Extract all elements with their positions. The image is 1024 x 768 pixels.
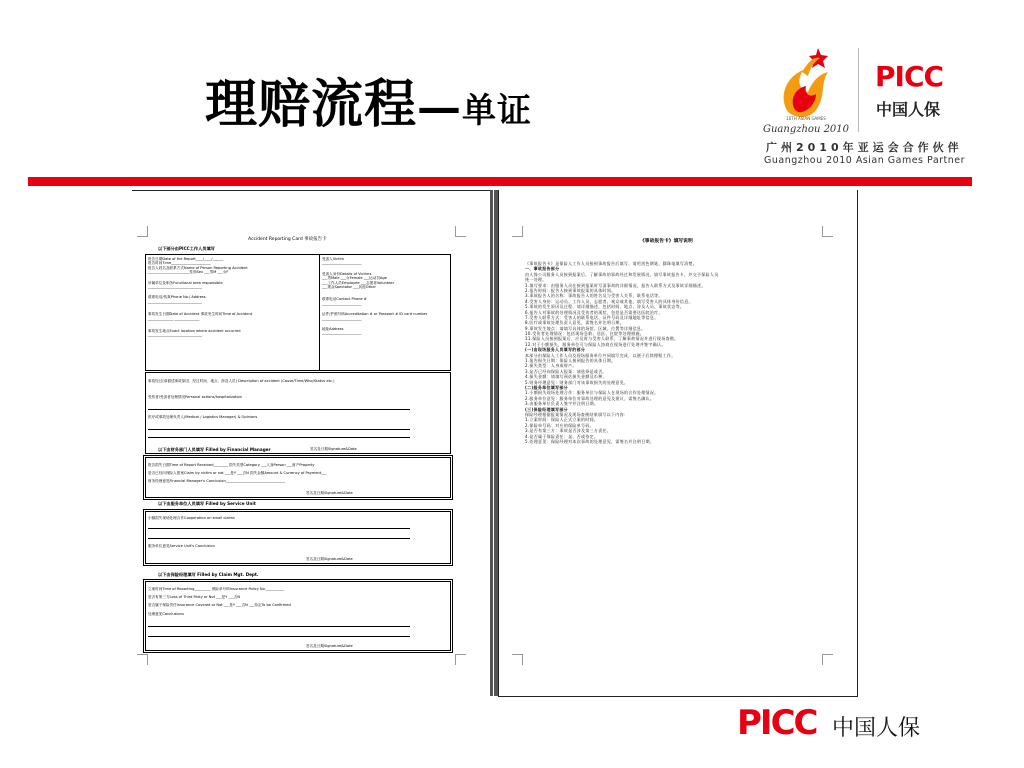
partner-en: Guangzhou 2010 Asian Games Partner <box>764 155 966 166</box>
form-title: Accident Reporting Card 事故报告卡 <box>248 237 327 242</box>
description-label: 事故经过(请描述事故原因、经过时间、地点、涉及人员) Description of accident (Cause/Time/Who/Status etc.) <box>148 379 335 383</box>
instruction-line: 9.事故发生地点：请填写具体的场馆、区域、位置等详细信息。 <box>525 325 646 331</box>
instruction-line: 5.财务经理意见：财务部门对该事故损失的处理意见。 <box>525 379 629 385</box>
instruction-line: 3.由服务单位负责人签字并注明日期。 <box>525 401 599 407</box>
signature-date: 签名及日期Signature&Date <box>306 644 353 648</box>
section-header: 以下由服务单位人员填写 Filled by Service Unit <box>158 501 256 506</box>
signature-date: 签名及日期Signature&Date <box>306 491 353 495</box>
section-header: 以下由保险经理填写 Filled by Claim Mgt. Dept. <box>158 572 259 577</box>
instruction-line: 10.受伤者处理情况：包括现场急救、送医、住院等处理措施。 <box>525 331 645 337</box>
brand-divider <box>858 48 859 132</box>
crop-mark <box>137 654 148 665</box>
crop-mark <box>455 654 466 665</box>
page-gutter <box>490 190 498 696</box>
instruction-line: 1.小额损失现场处理合作：服务单位与保险人在现场的合作处理情况。 <box>525 390 659 396</box>
instructions-body <box>525 261 831 444</box>
instruction-line: 3.事故报告人的名称：事故报告人的姓名及与受害人关系，联系电话等。 <box>525 293 663 299</box>
crop-mark <box>822 654 833 665</box>
section-header: 以下部分由PICC工作人员填写 <box>158 246 215 251</box>
signature-date: 签名及日期Signature&Date <box>310 447 357 451</box>
instruction-line: 12.对于小额损失，服务单位可与保险人协商在现场进行处理并签字确认。 <box>525 341 666 347</box>
instruction-line: 7.受害人联系方式：受害人的联系电话、证件号码及详细地址等信息。 <box>525 314 659 320</box>
service-unit-box: 小额损失现场处理合作Cooperation on small claims 服务单位意见Service Unit's Conclusion 签名及日期Signature&Date <box>145 511 451 564</box>
crop-mark <box>455 226 466 237</box>
instruction-line: 3.是否已经向保险人报案：请选择是或否。 <box>525 368 607 374</box>
instruction-line: (一)由现场服务人员填写的部分 <box>525 347 586 353</box>
report-fields-left: 报告日期Date of the Report____/____/______ 报告时间Time______________________ 报告人姓名及联系方式Name of Person Reporting Accident _______________________性别Sex ___男M ___女F 所属单位及职务Functional area responsible ______________________________ 联系电话/传真Phone No./ Address ______________________________ 事故发生日期Date of Accident 事故发生时间Time of Accident ______________ ______________ 事故发生地点Exact location where accident occurred ______________________________ <box>148 257 253 338</box>
instruction-line: 4.受害人身份：运动员、工作人员、志愿者、观众或其他，填写受害人的具体身份信息。 <box>525 298 693 304</box>
asian-games-emblem <box>758 42 854 147</box>
instruction-line: 11.保险人员接到报案后，应及时与受害人联系，了解事故情况并进行现场查勘。 <box>525 336 679 342</box>
instruction-line: 1.报告损失日期：保险人接到报告的具体日期。 <box>525 358 616 364</box>
signature-date: 签名及日期Signature&Date <box>306 557 353 561</box>
slide-title: 理赔流程—单证 <box>205 74 533 135</box>
instruction-line: 4.损失金额：请填写预估损失金额及币种。 <box>525 374 607 380</box>
report-fields-right: 受害人Victim ______________________ 受害人身份Details of Victims ___男Male ___女Female ___运动员Age ___工作人员Employee ___志愿者Volunteer ___观众Spectator ___其他Other 联系电话Contact Phone # ______________________ 证件/护照号码Accreditation # or Passport # ID card number ______________________ 地址Address ______________________ <box>322 257 428 336</box>
instruction-line: 5.事故的发生原因及过程，请详细描述，包括时间、地点、涉及人员、事故状态等。 <box>525 304 685 310</box>
instruction-line: 6.报告人对事故的处理情况及受伤者的现状，包括是否需要送医院治疗。 <box>525 309 663 315</box>
instruction-line: 2.报告时间：报告人接到事故报案的具体时间。 <box>525 287 616 293</box>
instruction-line: 2.服务单位意见：服务单位对事故处理的意见及建议，需签名确认。 <box>525 395 655 401</box>
instruction-line: (三)保险经理填写部分 <box>525 406 568 412</box>
manager-opinion-label: 医疗或事故处理负责人(Medical / Logistics Manager) & Opinions <box>148 415 258 419</box>
description-box <box>145 372 451 454</box>
instruction-line: 由人保公司服务人员接到报案后，了解事故的事故经过和发展情况，填写事故报告卡，并交予保险人员 <box>525 271 719 277</box>
instruction-line: 5.处理意见：保险经理对本次事故的处理意见，需签名并注明日期。 <box>525 438 655 444</box>
red-divider-bar <box>28 177 972 186</box>
claim-mgt-box: 立案时间Time of Reporting_________ 保险单号码Insurance Policy No.__________ 是否有第三方Loss of Third Party or Not ___是Y ___否N 是否属于保险责任Insurance Covered or Not ___是Y ___否N ___待定To be Confirmed 处理意见Conclusions 签名及日期Signature&Date <box>145 581 451 651</box>
picc-cn-name: 中国人保 <box>876 100 941 119</box>
instruction-line: 3.是否有第三方：事故是否涉及第三方责任。 <box>525 428 612 434</box>
section-header: 以下由财务部门人员填写 Filled by Financial Manager <box>158 447 271 452</box>
page-top-border <box>132 190 490 191</box>
instruction-line: 《事故报告卡》是保险人工作人员接到事故报告后填写，请用黑色钢笔、圆珠笔填写清楚。 <box>525 261 697 266</box>
instruction-line: 1.填写要求：由服务人员在接到报案时写清事故的详细情况，报告人联系方式及事故详细描述。 <box>525 282 706 288</box>
crop-mark <box>512 226 523 237</box>
crop-mark <box>822 226 833 237</box>
footer-picc-logo: PICC <box>737 703 817 743</box>
crop-mark <box>512 654 523 665</box>
instruction-line: 本部分由保险人工作人员及现场服务单位共同填写完成，以便于后续理赔工作。 <box>525 352 676 358</box>
instruction-line: (二)服务单位填写部分 <box>525 384 568 390</box>
instruction-line: 1.立案时间：保险人正式立案的时间。 <box>525 417 599 423</box>
instruction-line: 8.医疗或事故处理负责人意见，需签名并注明日期。 <box>525 320 625 326</box>
footer-cn-name: 中国人保 <box>832 716 921 741</box>
personal-actions-label: 受伤者/受害者处理情况Personal actions/hospitalization <box>148 395 242 399</box>
instruction-line: 2.损失类型：人身或财产。 <box>525 363 577 369</box>
instruction-line: 统一处理。 <box>525 277 547 283</box>
instructions-title: 《事故报告卡》填写说明 <box>640 239 693 244</box>
picc-logo: PICC <box>875 60 944 93</box>
svg-text:Guangzhou 2010: Guangzhou 2010 <box>762 124 850 135</box>
instruction-line: 一、事故报告部分 <box>525 266 560 272</box>
partner-cn: 广州2010年亚运会合作伙伴 <box>766 141 963 154</box>
report-box <box>145 254 451 371</box>
instruction-line: 2.保险单号码：对应的保险单号码。 <box>525 422 594 428</box>
crop-mark <box>137 226 148 237</box>
instruction-line: 4.是否属于保险责任：是、否或待定。 <box>525 433 599 439</box>
instruction-line: 保险经理根据报案情况及现场查勘结果填写以下内容： <box>525 411 629 417</box>
financial-box: 报告损失日期Time of Report Received________ 损失类型Category ___人身Person ___财产Property 是否已经向保险人报案Claim by victim or not ___是Y ___否N 损失金额Amount & Currency of Payment___ 财务经理意见Financial Manager's Conclusion_________________________________ 签名及日期Signature&Date <box>145 457 451 498</box>
svg-text:16TH ASIAN GAMES: 16TH ASIAN GAMES <box>786 116 826 121</box>
